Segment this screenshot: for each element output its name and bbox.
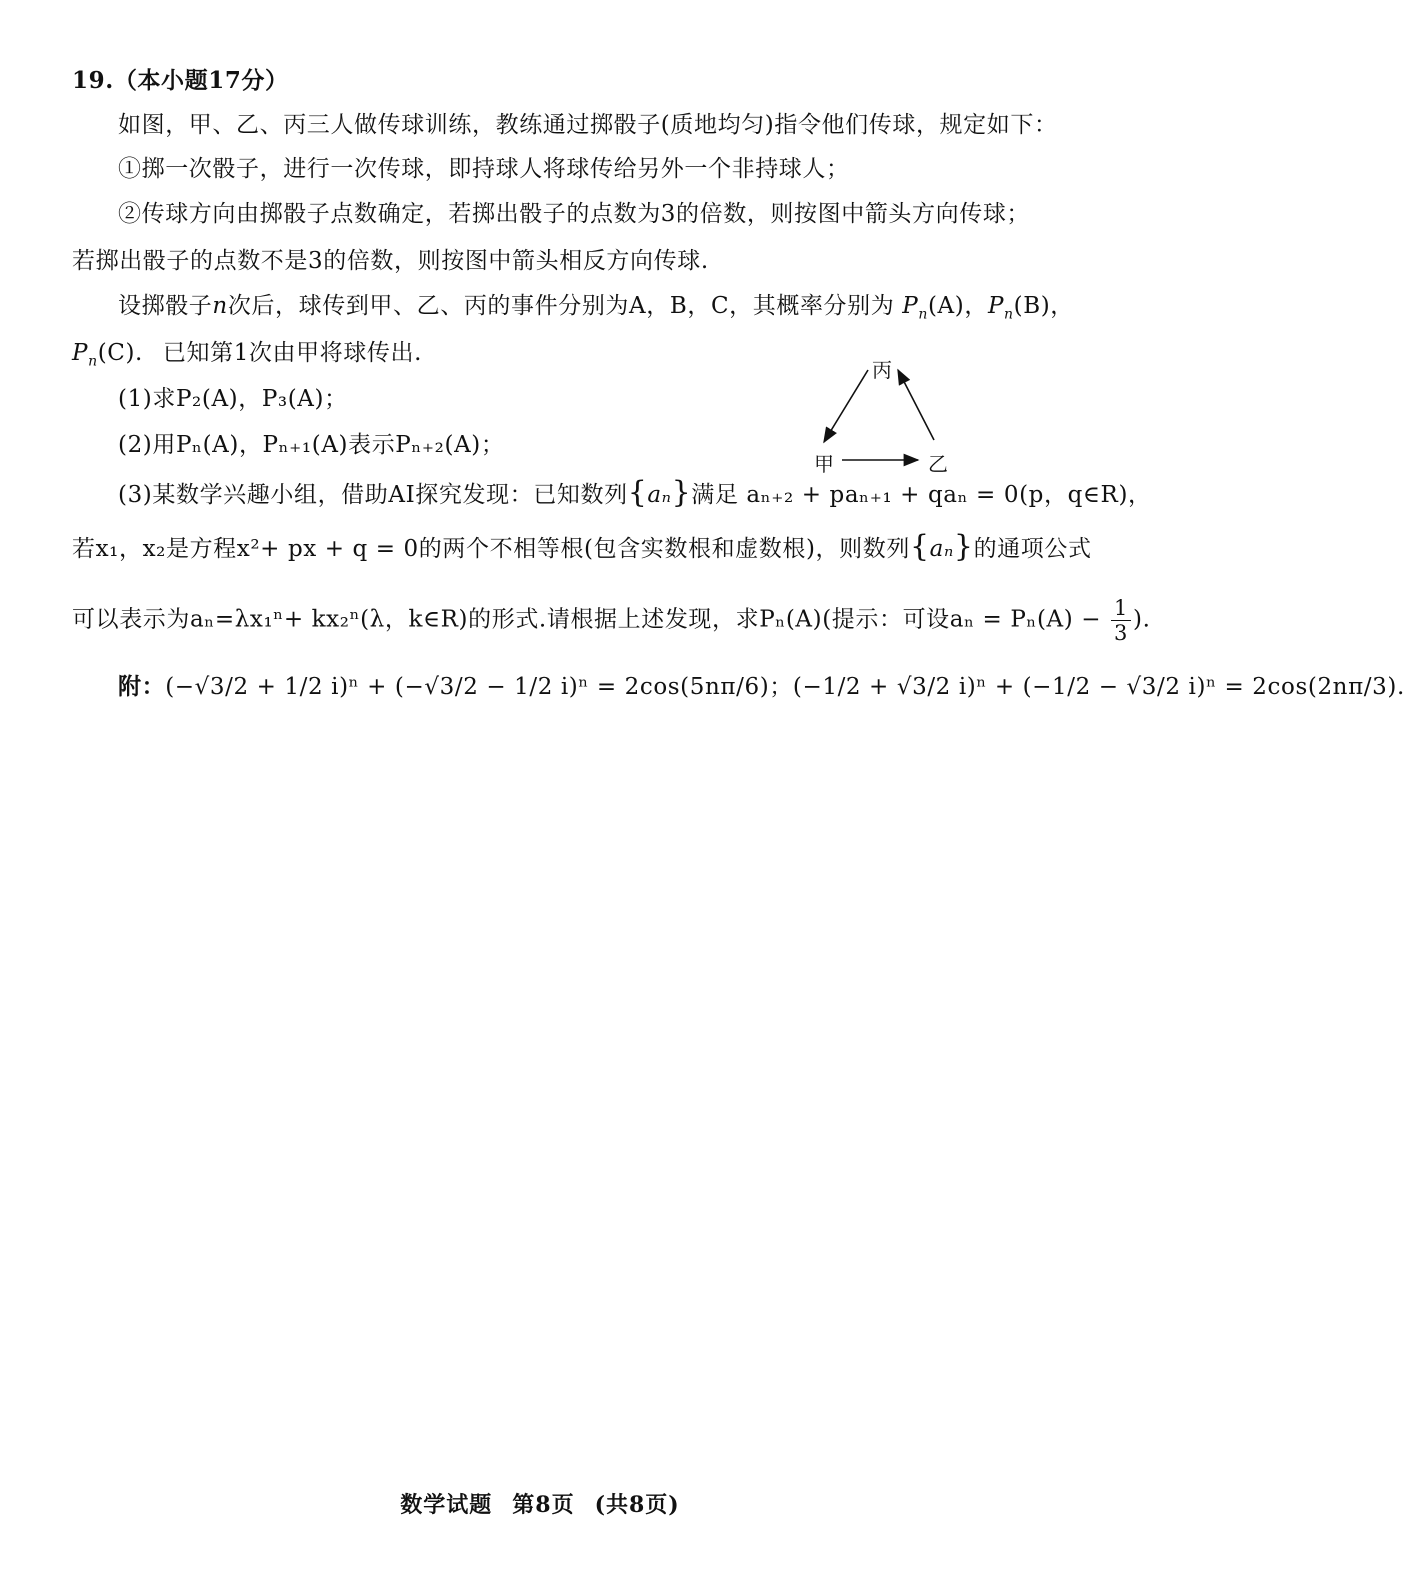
part-3-text-c: 若x₁，x₂是方程x²+ px + q = 0的两个不相等根(包含实数根和虚数根)，则数列	[72, 536, 910, 562]
seq-a-n: aₙ	[647, 482, 672, 508]
frac-num: 1	[1111, 596, 1131, 621]
prob-pc-tail: (C).	[97, 340, 143, 366]
part-3-text-a: (3)某数学兴趣小组，借助AI探究发现：已知数列	[118, 482, 628, 508]
appendix-formula-2: (−1/2 + √3/2 i)ⁿ + (−1/2 − √3/2 i)ⁿ = 2cos(2nπ/3)	[792, 674, 1397, 700]
question-intro: 如图，甲、乙、丙三人做传球训练，教练通过掷骰子(质地均匀)指令他们传球，规定如下：	[118, 112, 1058, 138]
part-2: (2)用Pₙ(A)，Pₙ₊₁(A)表示Pₙ₊₂(A)；	[118, 432, 505, 458]
rule-2-line-1: ②传球方向由掷骰子点数确定，若掷出骰子的点数为3的倍数，则按图中箭头方向传球；	[118, 201, 1031, 227]
appendix-formula-1: (−√3/2 + 1/2 i)ⁿ + (−√3/2 − 1/2 i)ⁿ = 2cos(5nπ/6)	[165, 674, 770, 700]
part-3-line-3	[72, 596, 1150, 645]
brace-close: }	[671, 475, 692, 510]
prob-pa-letter: P	[902, 293, 919, 319]
pass-direction-figure	[800, 348, 960, 478]
setup-n: n	[212, 293, 228, 319]
setup-text-b: 次后，球传到甲、乙、丙的事件分别为A，B，C，其概率分别为	[227, 293, 895, 319]
footer-page: 第8页	[512, 1492, 575, 1518]
arrow-bing-to-jia	[824, 370, 868, 442]
prob-pa-tail: (A)，	[927, 293, 988, 319]
prob-pc-sub: n	[88, 353, 98, 370]
prob-pc-letter: P	[72, 340, 89, 366]
question-header: 19.（本小题17分）	[72, 67, 289, 94]
part-1: (1)求P₂(A)，P₃(A)；	[118, 386, 348, 412]
part-3-line-1	[118, 475, 1152, 510]
setup-text-a: 设掷骰子	[118, 293, 213, 319]
part-3-text-d: 的通项公式	[973, 536, 1092, 562]
brace-open-2: {	[909, 529, 930, 564]
rule-1: ①掷一次骰子，进行一次传球，即持球人将球传给另外一个非持球人；	[118, 156, 850, 182]
part-3-line-2	[72, 529, 1092, 564]
prob-pb-sub: n	[1004, 306, 1014, 323]
footer-subject: 数学试题	[400, 1492, 493, 1518]
brace-open: {	[627, 475, 648, 510]
page-footer	[0, 1488, 1080, 1519]
setup-line-2	[72, 338, 422, 368]
part-3-text-b: 满足 aₙ₊₂ + paₙ₊₁ + qaₙ = 0(p，q∈R)，	[691, 482, 1152, 508]
frac-den: 3	[1114, 621, 1128, 645]
prob-pb-letter: P	[987, 293, 1005, 319]
node-jia-label: 甲	[814, 452, 834, 476]
one-third-fraction	[1111, 596, 1131, 645]
setup-text-c: 已知第1次由甲将球传出.	[162, 340, 423, 366]
setup-line	[118, 291, 1074, 321]
prob-pa-sub: n	[918, 306, 928, 323]
node-yi-label: 乙	[928, 452, 948, 476]
prob-pb-tail: (B)，	[1013, 293, 1074, 319]
footer-total: (共8页)	[594, 1492, 680, 1518]
part-3-text-e-tail: ).	[1133, 606, 1151, 633]
node-bing-label: 丙	[872, 358, 892, 382]
rule-2-line-2: 若掷出骰子的点数不是3的倍数，则按图中箭头相反方向传球.	[72, 248, 709, 274]
seq-a-n-2: aₙ	[929, 536, 954, 562]
part-3-text-e: 可以表示为aₙ=λx₁ⁿ+ kx₂ⁿ(λ，k∈R)的形式.请根据上述发现，求Pₙ(A)(提示：可设aₙ = Pₙ(A) −	[72, 606, 1102, 633]
appendix-label: 附：	[118, 673, 166, 700]
arrow-yi-to-bing	[898, 370, 934, 440]
brace-close-2: }	[953, 529, 974, 564]
appendix-line: 附：(−√3/2 + 1/2 i)ⁿ + (−√3/2 − 1/2 i)ⁿ = 2cos(5nπ/6)；(−1/2 + √3/2 i)ⁿ + (−1/2 − √3/2 i)ⁿ = 2cos(2nπ/3).	[118, 673, 1405, 700]
